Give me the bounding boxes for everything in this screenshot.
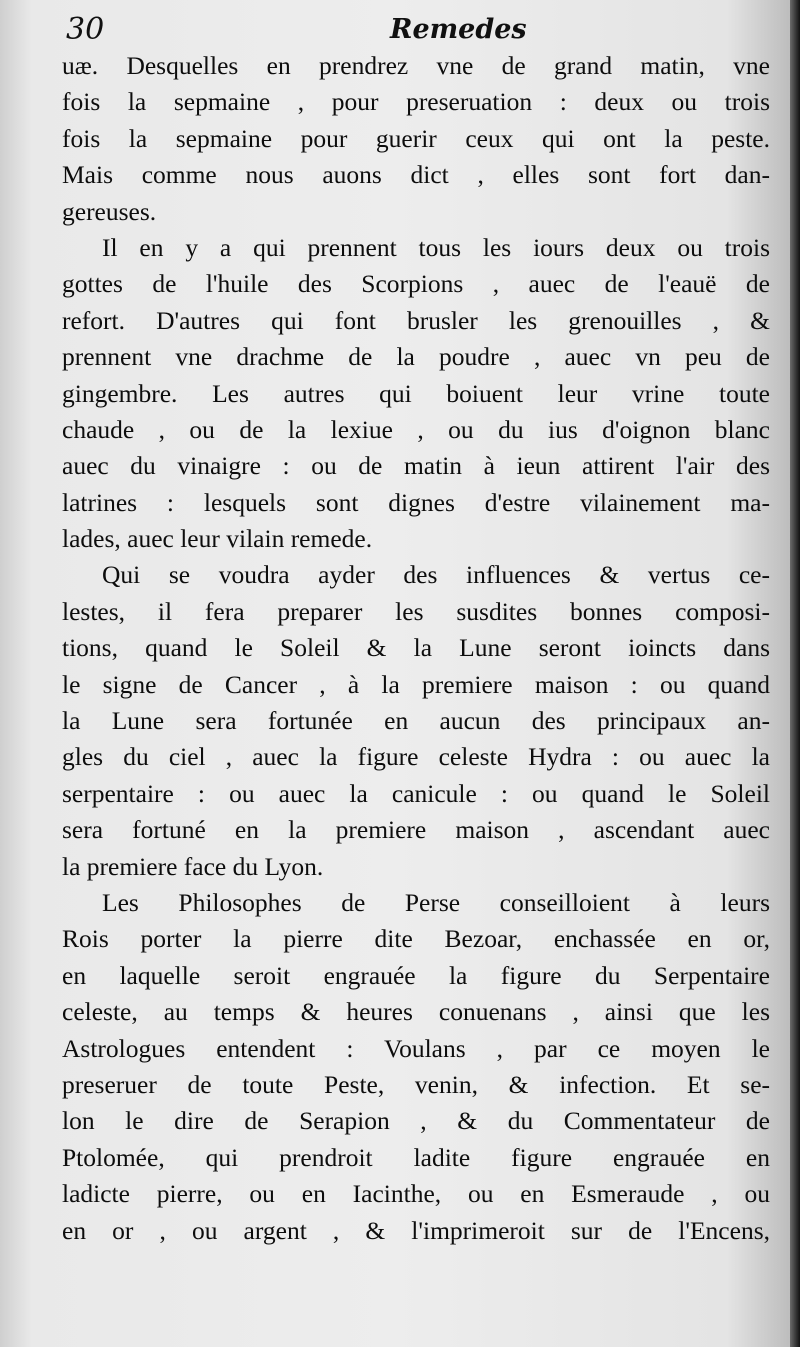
text-line: gottes de l'huile des Scorpions , auec de l'eauë de bbox=[62, 269, 770, 299]
text-line: lestes, il fera preparer les susdites bonnes composi- bbox=[62, 596, 770, 626]
text-line: Les Philosophes de Perse conseilloient à leurs bbox=[102, 887, 770, 917]
text-line: lades, auec leur vilain remede. bbox=[62, 524, 373, 554]
text-line: gingembre. Les autres qui boiuent leur vrine toute bbox=[62, 378, 770, 408]
text-line: uæ. Desquelles en prendrez vne de grand matin, vne bbox=[62, 51, 770, 80]
text-line: fois la sepmaine , pour preseruation : deux ou trois bbox=[62, 87, 770, 117]
text-line: en laquelle seroit engrauée la figure du Serpentaire bbox=[62, 960, 770, 990]
page-edge-shadow bbox=[790, 0, 800, 1347]
text-line: ladicte pierre, ou en Iacinthe, ou en Esmeraude , ou bbox=[62, 1179, 770, 1209]
text-line: gereuses. bbox=[62, 196, 157, 226]
text-line: la Lune sera fortunée en aucun des principaux an- bbox=[62, 706, 770, 736]
text-line: auec du vinaigre : ou de matin à ieun attirent l'air des bbox=[62, 451, 770, 481]
text-line: sera fortuné en la premiere maison , ascendant auec bbox=[62, 815, 770, 845]
text-line: prennent vne drachme de la poudre , auec vn peu de bbox=[62, 342, 770, 372]
text-line: le signe de Cancer , à la premiere maison : ou quand bbox=[62, 669, 770, 699]
page-header bbox=[60, 12, 780, 52]
text-line: serpentaire : ou auec la canicule : ou quand le Soleil bbox=[62, 778, 770, 808]
text-line: la premiere face du Lyon. bbox=[62, 851, 324, 881]
body-text bbox=[62, 48, 770, 1249]
text-line: Mais comme nous auons dict , elles sont fort dan- bbox=[62, 160, 770, 190]
text-line: chaude , ou de la lexiue , ou du ius d'oignon blanc bbox=[62, 414, 770, 444]
text-line: refort. D'autres qui font brusler les grenouilles , & bbox=[62, 305, 770, 335]
running-title: Remedes bbox=[390, 14, 527, 45]
text-line: Rois porter la pierre dite Bezoar, enchassée en or, bbox=[62, 924, 770, 954]
text-line: lon le dire de Serapion , & du Commentateur de bbox=[62, 1106, 770, 1136]
text-line: preseruer de toute Peste, venin, & infection. Et se- bbox=[62, 1069, 770, 1099]
text-line: fois la sepmaine pour guerir ceux qui ont la peste. bbox=[62, 123, 770, 153]
text-line: gles du ciel , auec la figure celeste Hydra : ou auec la bbox=[62, 742, 770, 772]
text-line: celeste, au temps & heures conuenans , ainsi que les bbox=[62, 997, 770, 1027]
text-line: latrines : lesquels sont dignes d'estre vilainement ma- bbox=[62, 487, 770, 517]
text-line: Ptolomée, qui prendroit ladite figure engrauée en bbox=[62, 1142, 770, 1172]
text-line: Qui se voudra ayder des influences & vertus ce- bbox=[102, 560, 770, 590]
text-line: Astrologues entendent : Voulans , par ce moyen le bbox=[62, 1033, 770, 1063]
text-line: tions, quand le Soleil & la Lune seront ioincts dans bbox=[62, 633, 770, 663]
page-number: 30 bbox=[66, 12, 105, 47]
text-line: Il en y a qui prennent tous les iours deux ou trois bbox=[102, 232, 770, 262]
text-line: en or , ou argent , & l'imprimeroit sur de l'Encens, bbox=[62, 1215, 770, 1245]
